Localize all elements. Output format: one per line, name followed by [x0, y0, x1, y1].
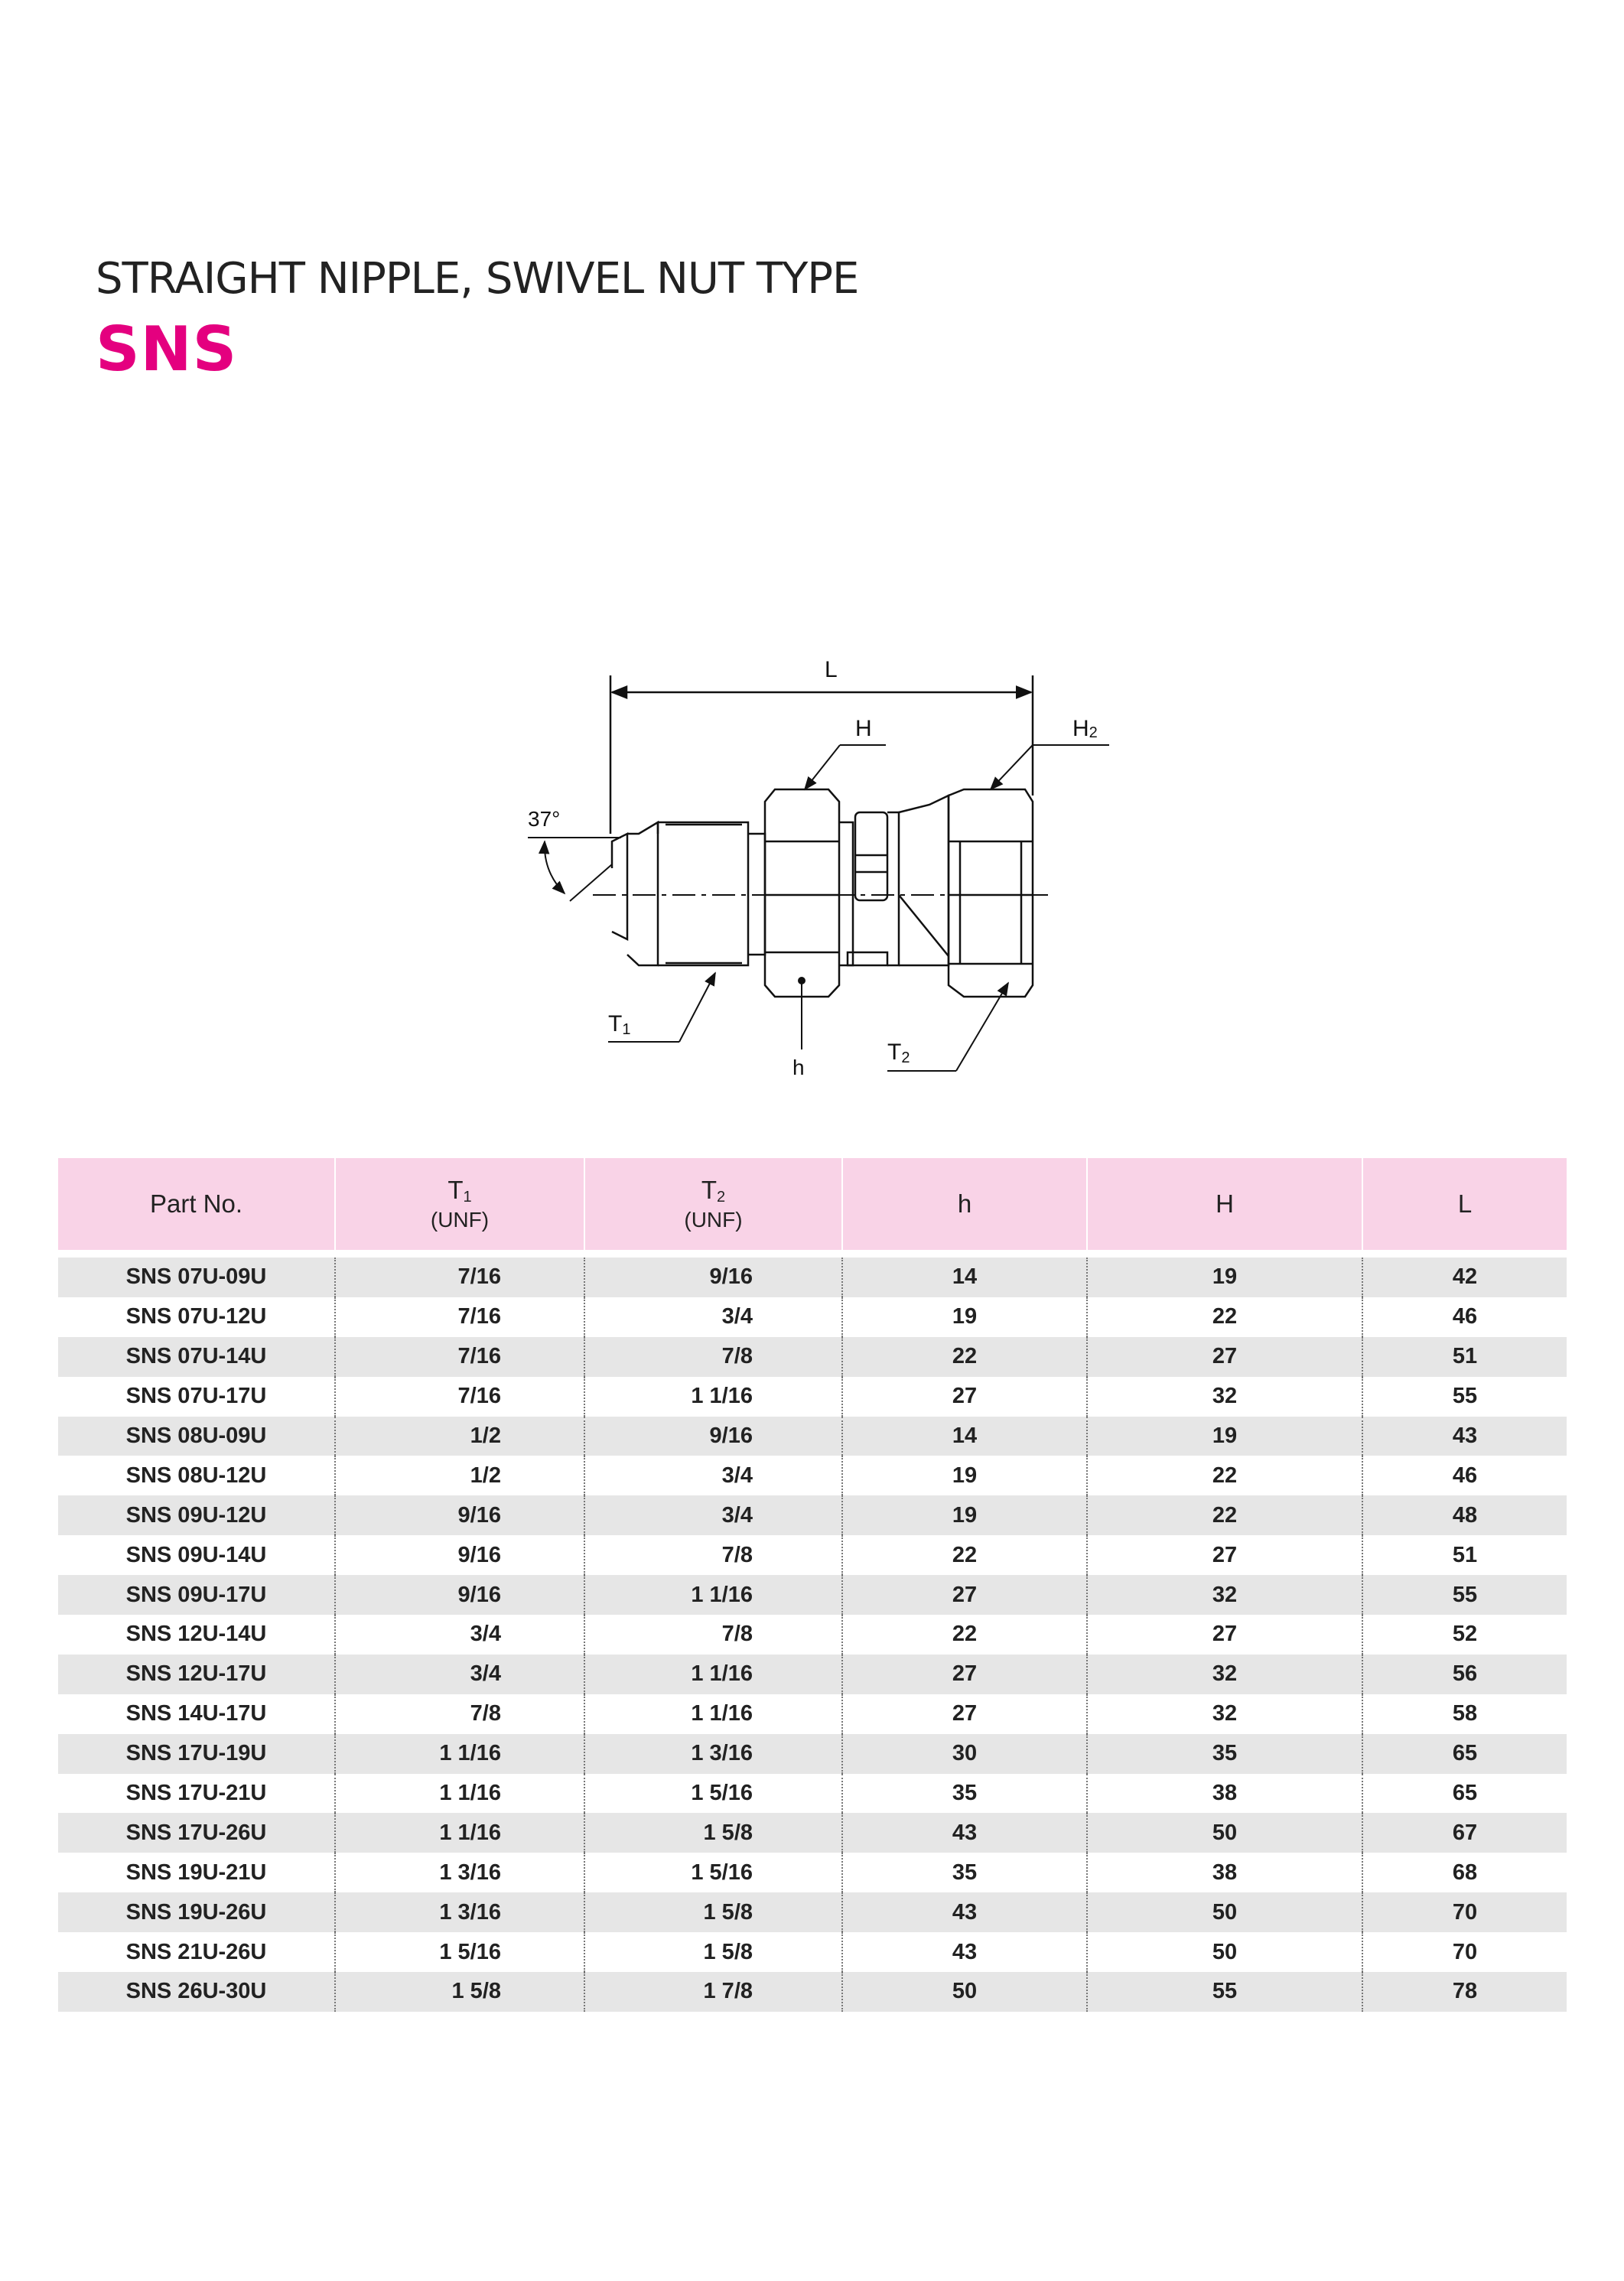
cell-length: 43 — [1362, 1417, 1567, 1456]
header-part-no: Part No. — [58, 1158, 335, 1254]
cell-part-no: SNS 19U-21U — [58, 1853, 335, 1892]
cell-h-hex: 55 — [1087, 1972, 1362, 2012]
cell-t2: 1 7/8 — [584, 1972, 842, 2012]
cell-t2: 1 5/16 — [584, 1853, 842, 1892]
cell-t2: 7/8 — [584, 1615, 842, 1655]
cell-h-small: 43 — [842, 1892, 1087, 1932]
cell-h-hex: 22 — [1087, 1456, 1362, 1495]
product-code: SNS — [96, 314, 238, 385]
table-row — [58, 1853, 1567, 1892]
table-row — [58, 1932, 1567, 1972]
cell-part-no: SNS 07U-17U — [58, 1377, 335, 1417]
cell-h-hex: 27 — [1087, 1337, 1362, 1377]
cell-h-small: 27 — [842, 1655, 1087, 1694]
cell-h-small: 14 — [842, 1254, 1087, 1297]
angle-dimension — [528, 838, 621, 901]
cell-t1: 7/16 — [335, 1254, 584, 1297]
cell-t1: 1/2 — [335, 1417, 584, 1456]
cell-length: 48 — [1362, 1495, 1567, 1535]
cell-t1: 7/16 — [335, 1297, 584, 1337]
cell-t2: 9/16 — [584, 1254, 842, 1297]
table-row — [58, 1377, 1567, 1417]
cell-h-hex: 19 — [1087, 1254, 1362, 1297]
cell-t2: 1 1/16 — [584, 1655, 842, 1694]
cell-h-hex: 38 — [1087, 1853, 1362, 1892]
cell-h-small: 19 — [842, 1495, 1087, 1535]
cell-length: 55 — [1362, 1377, 1567, 1417]
cell-h-hex: 32 — [1087, 1575, 1362, 1615]
cell-t1: 1 1/16 — [335, 1734, 584, 1774]
table-row — [58, 1734, 1567, 1774]
table-row — [58, 1575, 1567, 1615]
cell-length: 51 — [1362, 1535, 1567, 1575]
table-row — [58, 1655, 1567, 1694]
cell-h-small: 22 — [842, 1615, 1087, 1655]
cell-t2: 1 5/16 — [584, 1774, 842, 1814]
cell-length: 46 — [1362, 1297, 1567, 1337]
label-T1: T1 — [608, 1011, 631, 1038]
cell-length: 68 — [1362, 1853, 1567, 1892]
cell-part-no: SNS 08U-09U — [58, 1417, 335, 1456]
table-header-row — [58, 1158, 1567, 1254]
cell-t2: 1 3/16 — [584, 1734, 842, 1774]
cell-length: 78 — [1362, 1972, 1567, 2012]
cell-t2: 1 1/16 — [584, 1377, 842, 1417]
cell-part-no: SNS 07U-09U — [58, 1254, 335, 1297]
cell-t1: 9/16 — [335, 1535, 584, 1575]
table-row — [58, 1774, 1567, 1814]
cell-part-no: SNS 26U-30U — [58, 1972, 335, 2012]
cell-h-hex: 50 — [1087, 1892, 1362, 1932]
cell-t1: 3/4 — [335, 1655, 584, 1694]
cell-t1: 1 5/16 — [335, 1932, 584, 1972]
table-row — [58, 1972, 1567, 2012]
cell-part-no: SNS 08U-12U — [58, 1456, 335, 1495]
cell-t2: 1 5/8 — [584, 1892, 842, 1932]
cell-h-hex: 22 — [1087, 1297, 1362, 1337]
cell-h-hex: 27 — [1087, 1615, 1362, 1655]
cell-part-no: SNS 17U-19U — [58, 1734, 335, 1774]
cell-h-small: 43 — [842, 1813, 1087, 1853]
cell-t2: 1 5/8 — [584, 1932, 842, 1972]
cell-h-hex: 38 — [1087, 1774, 1362, 1814]
cell-part-no: SNS 19U-26U — [58, 1892, 335, 1932]
cell-h-hex: 32 — [1087, 1377, 1362, 1417]
cell-h-small: 19 — [842, 1456, 1087, 1495]
table-row — [58, 1254, 1567, 1297]
cell-length: 67 — [1362, 1813, 1567, 1853]
cell-t2: 9/16 — [584, 1417, 842, 1456]
h2-hex-leader — [991, 745, 1109, 789]
cell-t1: 7/16 — [335, 1377, 584, 1417]
cell-t2: 1 1/16 — [584, 1575, 842, 1615]
cell-t1: 7/16 — [335, 1337, 584, 1377]
cell-part-no: SNS 09U-14U — [58, 1535, 335, 1575]
table-body — [58, 1254, 1567, 2012]
header-t2: $T_2$ (UNF) — [584, 1158, 842, 1254]
label-H2: H2 — [1072, 716, 1098, 741]
cell-length: 70 — [1362, 1932, 1567, 1972]
cell-length: 70 — [1362, 1892, 1567, 1932]
cell-h-small: 22 — [842, 1337, 1087, 1377]
cell-length: 55 — [1362, 1575, 1567, 1615]
cell-h-hex: 22 — [1087, 1495, 1362, 1535]
cell-h-small: 30 — [842, 1734, 1087, 1774]
cell-part-no: SNS 12U-14U — [58, 1615, 335, 1655]
cell-h-hex: 50 — [1087, 1932, 1362, 1972]
cell-t2: 3/4 — [584, 1456, 842, 1495]
cell-h-small: 14 — [842, 1417, 1087, 1456]
cell-part-no: SNS 09U-12U — [58, 1495, 335, 1535]
table-row — [58, 1456, 1567, 1495]
cell-h-small: 50 — [842, 1972, 1087, 2012]
table-row — [58, 1535, 1567, 1575]
cell-t2: 7/8 — [584, 1535, 842, 1575]
cell-h-hex: 32 — [1087, 1655, 1362, 1694]
cell-part-no: SNS 07U-12U — [58, 1297, 335, 1337]
header-h-small: h — [842, 1158, 1087, 1254]
cell-h-small: 43 — [842, 1932, 1087, 1972]
cell-h-hex: 19 — [1087, 1417, 1362, 1456]
fitting-technical-drawing — [0, 0, 1624, 1086]
cell-part-no: SNS 21U-26U — [58, 1932, 335, 1972]
h-leader — [799, 978, 805, 1049]
cell-t2: 1 1/16 — [584, 1694, 842, 1734]
cell-h-small: 35 — [842, 1853, 1087, 1892]
cell-t1: 1/2 — [335, 1456, 584, 1495]
h-hex-leader — [805, 745, 886, 789]
cell-h-small: 27 — [842, 1377, 1087, 1417]
page-title: STRAIGHT NIPPLE, SWIVEL NUT TYPE — [96, 254, 859, 304]
cell-t1: 1 1/16 — [335, 1774, 584, 1814]
cell-t1: 1 1/16 — [335, 1813, 584, 1853]
table-row — [58, 1892, 1567, 1932]
label-T2: T2 — [887, 1040, 910, 1066]
cell-part-no: SNS 17U-26U — [58, 1813, 335, 1853]
cell-part-no: SNS 09U-17U — [58, 1575, 335, 1615]
cell-t1: 3/4 — [335, 1615, 584, 1655]
cell-h-small: 27 — [842, 1575, 1087, 1615]
cell-part-no: SNS 14U-17U — [58, 1694, 335, 1734]
header-length: L — [1362, 1158, 1567, 1254]
table-row — [58, 1694, 1567, 1734]
cell-h-small: 27 — [842, 1694, 1087, 1734]
header-t1: $T_1$ (UNF) — [335, 1158, 584, 1254]
table-row — [58, 1337, 1567, 1377]
cell-length: 46 — [1362, 1456, 1567, 1495]
cell-t1: 1 3/16 — [335, 1853, 584, 1892]
table-row — [58, 1813, 1567, 1853]
cell-length: 56 — [1362, 1655, 1567, 1694]
label-angle: 37° — [528, 807, 561, 831]
cell-t2: 1 5/8 — [584, 1813, 842, 1853]
cell-h-hex: 50 — [1087, 1813, 1362, 1853]
cell-part-no: SNS 17U-21U — [58, 1774, 335, 1814]
specification-table — [58, 1158, 1567, 2012]
table-row — [58, 1495, 1567, 1535]
cell-length: 65 — [1362, 1734, 1567, 1774]
cell-h-small: 35 — [842, 1774, 1087, 1814]
table-row — [58, 1297, 1567, 1337]
cell-t1: 9/16 — [335, 1575, 584, 1615]
fitting-outline — [610, 675, 1033, 997]
cell-t2: 3/4 — [584, 1495, 842, 1535]
label-h: h — [792, 1056, 805, 1079]
label-L: L — [825, 657, 838, 682]
cell-t1: 1 3/16 — [335, 1892, 584, 1932]
cell-length: 52 — [1362, 1615, 1567, 1655]
cell-part-no: SNS 12U-17U — [58, 1655, 335, 1694]
cell-length: 58 — [1362, 1694, 1567, 1734]
cell-part-no: SNS 07U-14U — [58, 1337, 335, 1377]
cell-t2: 3/4 — [584, 1297, 842, 1337]
cell-h-hex: 27 — [1087, 1535, 1362, 1575]
header-h-hex: H — [1087, 1158, 1362, 1254]
cell-t1: 9/16 — [335, 1495, 584, 1535]
cell-h-small: 19 — [842, 1297, 1087, 1337]
cell-t1: 7/8 — [335, 1694, 584, 1734]
cell-length: 42 — [1362, 1254, 1567, 1297]
label-H: H — [855, 716, 872, 741]
cell-h-small: 22 — [842, 1535, 1087, 1575]
cell-h-hex: 32 — [1087, 1694, 1362, 1734]
cell-t1: 1 5/8 — [335, 1972, 584, 2012]
table-row — [58, 1615, 1567, 1655]
cell-t2: 7/8 — [584, 1337, 842, 1377]
cell-length: 65 — [1362, 1774, 1567, 1814]
cell-h-hex: 35 — [1087, 1734, 1362, 1774]
cell-length: 51 — [1362, 1337, 1567, 1377]
table-row — [58, 1417, 1567, 1456]
